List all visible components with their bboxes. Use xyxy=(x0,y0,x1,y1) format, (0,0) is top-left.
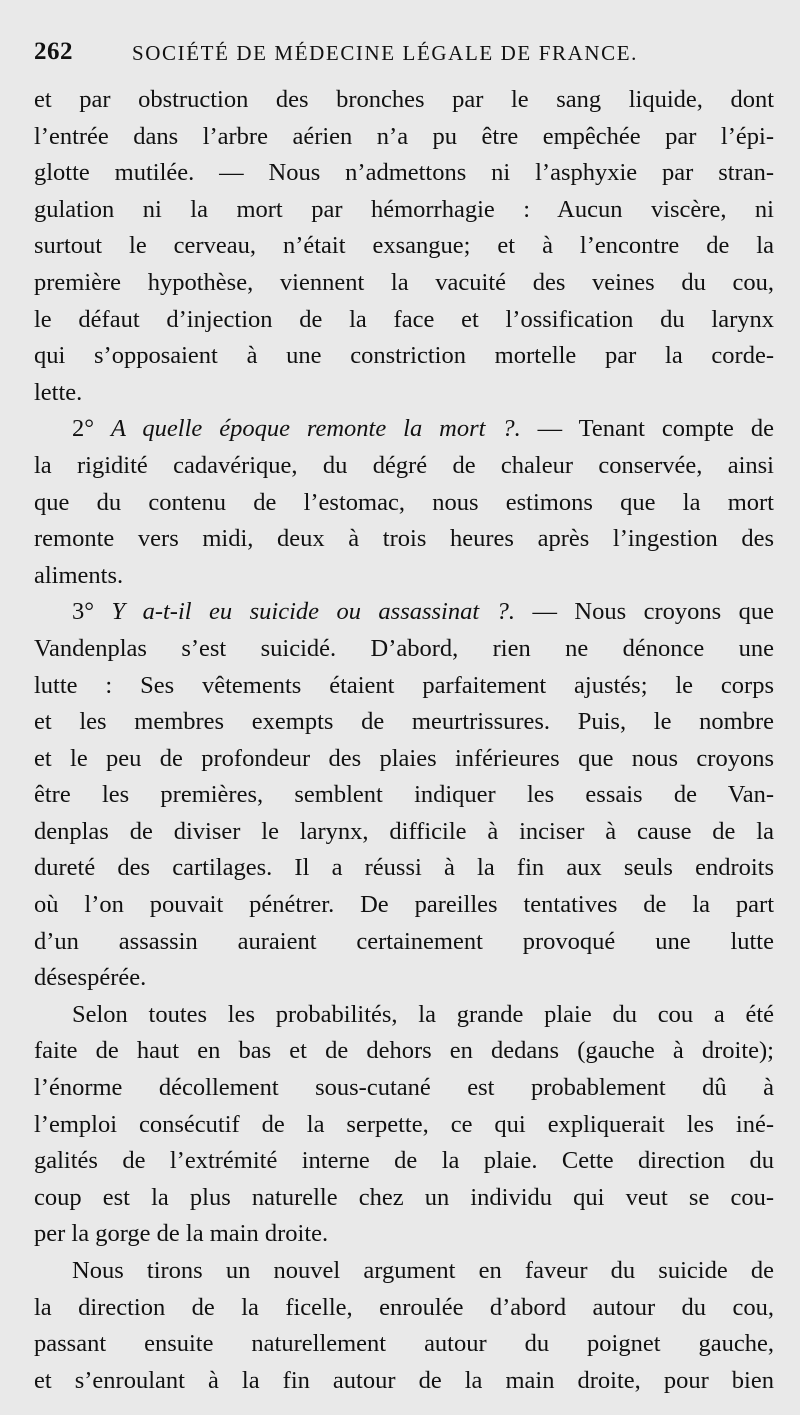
line-text: la rigidité cadavérique, du dégré de chaleur conservée, ainsi xyxy=(34,451,774,479)
text-line xyxy=(34,228,774,265)
text-line xyxy=(34,704,774,741)
line-text: glotte mutilée. — Nous n’admettons ni l’asphyxie par stran- xyxy=(34,159,774,187)
text-line xyxy=(34,1216,774,1253)
line-text: denplas de diviser le larynx, difficile à inciser à cause de la xyxy=(34,817,774,845)
line-text: et par obstruction des bronches par le sang liquide, dont xyxy=(34,86,774,113)
section-question: Y a-t-il eu suicide ou assassinat ?. xyxy=(111,598,516,626)
text-line xyxy=(34,1363,774,1400)
line-text: d’un assassin auraient certainement provoqué une lutte xyxy=(34,927,774,955)
text-line xyxy=(34,1180,774,1217)
line-text: — Tenant compte de xyxy=(520,415,774,443)
text-line xyxy=(34,302,774,339)
text-line xyxy=(34,1326,774,1363)
text-line xyxy=(34,668,774,705)
line-text: Vandenplas s’est suicidé. D’abord, rien ne dénonce une xyxy=(34,634,774,662)
line-text: l’entrée dans l’arbre aérien n’a pu être empêchée par l’épi- xyxy=(34,122,774,150)
line-text: dureté des cartilages. Il a réussi à la fin aux seuls endroits xyxy=(34,854,774,882)
text-line xyxy=(34,119,774,156)
text-line xyxy=(34,192,774,229)
line-text: l’énorme décollement sous-cutané est probablement dû à xyxy=(34,1074,774,1102)
line-text: être les premières, semblent indiquer les essais de Van- xyxy=(34,781,774,809)
line-text: gulation ni la mort par hémorrhagie : Aucun viscère, ni xyxy=(34,195,774,223)
text-line xyxy=(34,1143,774,1180)
text-line xyxy=(34,887,774,924)
text-line xyxy=(34,924,774,961)
text-line xyxy=(34,814,774,851)
line-text: et le peu de profondeur des plaies inférieures que nous croyons xyxy=(34,744,774,772)
line-text: lette. xyxy=(34,378,83,406)
text-line xyxy=(34,338,774,375)
body-text xyxy=(34,82,774,1399)
line-text: où l’on pouvait pénétrer. De pareilles tentatives de la part xyxy=(34,891,774,919)
line-text: — Nous croyons que xyxy=(515,598,775,626)
line-text: passant ensuite naturellement autour du poignet gauche, xyxy=(34,1330,774,1358)
running-title: SOCIÉTÉ DE MÉDECINE LÉGALE DE FRANCE. xyxy=(132,41,638,65)
text-line xyxy=(34,741,774,778)
text-line xyxy=(34,485,774,522)
text-line xyxy=(34,448,774,485)
line-text: désespérée. xyxy=(34,964,147,992)
line-text: que du contenu de l’estomac, nous estimons que la mort xyxy=(34,488,774,516)
text-line xyxy=(34,594,774,631)
line-text: aliments. xyxy=(34,561,124,589)
text-line xyxy=(34,155,774,192)
line-text: qui s’opposaient à une constriction mortelle par la corde- xyxy=(34,342,774,370)
line-text: le défaut d’injection de la face et l’ossification du larynx xyxy=(34,305,774,333)
line-text: Nous tirons un nouvel argument en faveur du suicide de xyxy=(72,1257,774,1284)
text-line xyxy=(34,558,774,595)
line-text: et les membres exempts de meurtrissures. Puis, le nombre xyxy=(34,708,774,736)
text-line xyxy=(34,777,774,814)
line-text: Selon toutes les probabilités, la grande plaie du cou a été xyxy=(72,1000,774,1028)
text-line xyxy=(34,82,774,119)
text-line xyxy=(34,1253,774,1290)
text-line xyxy=(34,1107,774,1144)
text-line xyxy=(34,411,774,448)
page-header xyxy=(34,38,764,74)
text-line xyxy=(34,375,774,412)
text-line xyxy=(34,265,774,302)
text-line xyxy=(34,850,774,887)
line-text: lutte : Ses vêtements étaient parfaitement ajustés; le corps xyxy=(34,671,774,699)
text-line xyxy=(34,997,774,1034)
line-text: la direction de la ficelle, enroulée d’abord autour du cou, xyxy=(34,1293,774,1321)
text-line xyxy=(34,521,774,558)
line-text: faite de haut en bas et de dehors en dedans (gauche à droite); xyxy=(34,1037,774,1065)
section-number: 3° xyxy=(72,598,112,626)
line-text: per la gorge de la main droite. xyxy=(34,1220,329,1248)
line-text: première hypothèse, viennent la vacuité des veines du cou, xyxy=(34,268,774,296)
line-text: et s’enroulant à la fin autour de la main droite, pour bien xyxy=(34,1366,774,1394)
text-line xyxy=(34,1070,774,1107)
text-line xyxy=(34,960,774,997)
line-text: surtout le cerveau, n’était exsangue; et à l’encontre de la xyxy=(34,232,774,260)
line-text: l’emploi consécutif de la serpette, ce qui expliquerait les iné- xyxy=(34,1110,774,1138)
line-text: remonte vers midi, deux à trois heures après l’ingestion des xyxy=(34,525,774,553)
text-line xyxy=(34,1290,774,1327)
text-line xyxy=(34,631,774,668)
page-number: 262 xyxy=(34,38,73,65)
section-question: A quelle époque remonte la mort ?. xyxy=(110,415,521,443)
line-text: coup est la plus naturelle chez un individu qui veut se cou- xyxy=(34,1183,774,1211)
line-text: galités de l’extrémité interne de la plaie. Cette direction du xyxy=(34,1147,774,1175)
text-line xyxy=(34,1033,774,1070)
section-number: 2° xyxy=(72,415,111,443)
